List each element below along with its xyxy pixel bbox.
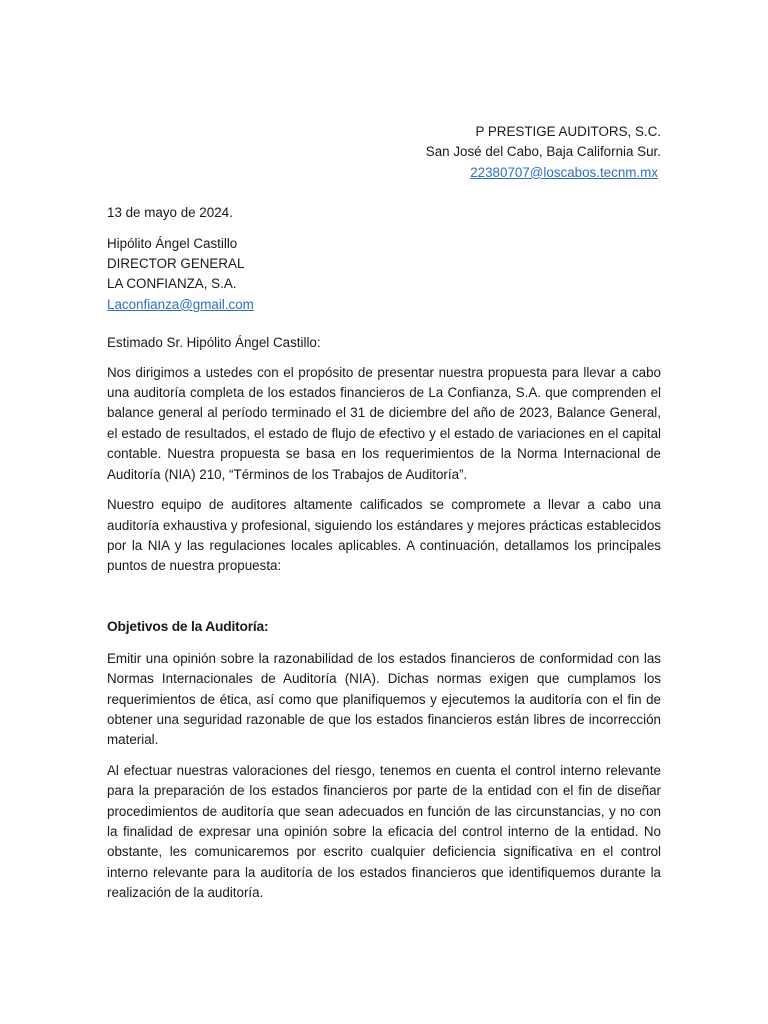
risk-paragraph: Al efectuar nuestras valoraciones del riesgo, tenemos en cuenta el control interno relevante para la preparación de los estados financieros por parte de la entidad con el fin de diseñar procedimientos de auditoría que sean adecuados en función de las circunstancias, y no con la finalidad de expresar una opinión sobre la eficacia del control interno de la entidad. No obstante, les comunicaremos por escrito cualquier deficiencia significativa en el control interno relevante para la auditoría de los estados financieros que identifiquemos durante la realización de la auditoría. — [107, 762, 661, 901]
recipient-name: Hipólito Ángel Castillo — [107, 235, 238, 251]
letter-page — [107, 122, 661, 904]
sender-email-link[interactable]: 22380707@loscabos.tecnm.mx — [470, 164, 658, 180]
salutation: Estimado Sr. Hipólito Ángel Castillo: — [107, 335, 321, 351]
objective-paragraph: Emitir una opinión sobre la razonabilidad de los estados financieros de conformidad con las Normas Internacionales de Auditoría (NIA). Dichas normas exigen que cumplamos los requerimientos de ética, así como que planifiquemos y ejecutemos la auditoría con el fin de obtener una seguridad razonable de que los estados financieros están libres de incorrección material. — [107, 650, 661, 748]
section-heading: Objetivos de la Auditoría: — [107, 618, 269, 634]
sender-block — [107, 122, 661, 183]
sender-address: San José del Cabo, Baja California Sur. — [425, 144, 661, 160]
letter-date: 13 de mayo de 2024. — [107, 205, 233, 221]
recipient-company: LA CONFIANZA, S.A. — [107, 276, 237, 292]
intro-paragraph: Nos dirigimos a ustedes con el propósito de presentar nuestra propuesta para llevar a cabo una auditoría completa de los estados financieros de La Confianza, S.A. que comprenden el balance general al período terminado el 31 de diciembre del año de 2023, Balance General, el estado de resultados, el estado de flujo de efectivo y el estado de variaciones en el capital contable. Nuestra propuesta se basa en los requerimientos de la Norma Internacional de Auditoría (NIA) 210, “Términos de los Trabajos de Auditoría”. — [107, 364, 661, 482]
recipient-block — [107, 234, 661, 316]
sender-company: P PRESTIGE AUDITORS, S.C. — [475, 124, 661, 139]
team-paragraph: Nuestro equipo de auditores altamente calificados se compromete a llevar a cabo una auditoría exhaustiva y profesional, siguiendo los estándares y mejores prácticas establecidos por la NIA y las regulaciones locales aplicables. A continuación, detallamos los principales puntos de nuestra propuesta: — [107, 497, 661, 574]
recipient-email-link[interactable]: Laconfianza@gmail.com — [107, 296, 254, 312]
recipient-title: DIRECTOR GENERAL — [107, 256, 245, 272]
